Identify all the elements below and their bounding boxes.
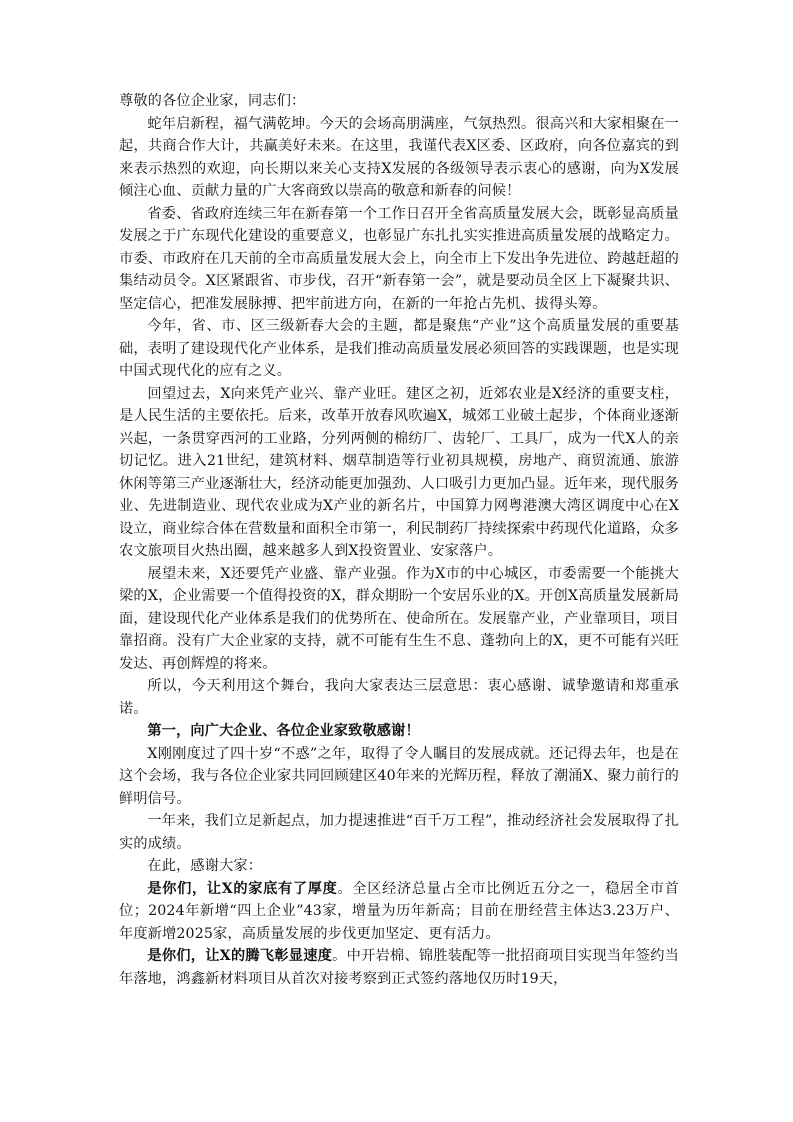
- paragraph-three-points: 所以，今天利用这个舞台，我向大家表达三层意思：衷心感谢、诚挚邀请和郑重承诺。: [119, 678, 679, 717]
- paragraph-foundation: [119, 878, 679, 946]
- body-speed: 。中开岩棉、锦胜装配等一批招商项目实现当年签约当年落地，鸿鑫新材料项目从首次对接考察到正式签约落地仅历时19天，: [119, 948, 679, 987]
- section-heading-thanks: 第一，向广大企业、各位企业家致敬感谢！: [147, 723, 420, 739]
- paragraph-speed: [119, 945, 679, 990]
- paragraph-outlook: 展望未来，X还要凭产业盛、靠产业强。作为X市的中心城区，市委需要一个能挑大梁的X，企业需要一个值得投资的X，群众期盼一个安居乐业的X。开创X高质量发展新局面，建设现代化产业体系是我们的优势所在、使命所在。发展靠产业，产业靠项目，项目靠招商。没有广大企业家的支持，就不可能有生生不息、蓬勃向上的X，更不可能有兴旺发达、再创辉煌的将来。: [119, 565, 679, 672]
- paragraph-thanks-intro: 在此，感谢大家：: [147, 858, 263, 874]
- paragraph-theme: 今年，省、市、区三级新春大会的主题，都是聚焦“产业”这个高质量发展的重要基础，表明了建设现代化产业体系，是我们推动高质量发展必须回答的实践课题，也是实现中国式现代化的应有之义。: [119, 318, 679, 379]
- greeting: 尊敬的各位企业家，同志们：: [119, 93, 306, 109]
- paragraph-one-year: 一年来，我们立足新起点，加力提速推进“百千万工程”，推动经济社会发展取得了扎实的成绩。: [119, 813, 679, 852]
- lead-speed: 是你们，让X的腾飞彰显速度: [147, 948, 333, 964]
- paragraph-review-past: 回望过去，X向来凭产业兴、靠产业旺。建区之初，近郊农业是X经济的重要支柱，是人民生活的主要依托。后来，改革开放春风吹遍X，城郊工业破土起步，个体商业逐渐兴起，一条贯穿西河的工业路，分列两侧的棉纺厂、齿轮厂、工具厂，成为一代X人的亲切记忆。进入21世纪，建筑材料、烟草制造等行业初具规模，房地产、商贸流通、旅游休闲等第三产业逐渐壮大，经济动能更加强劲、人口吸引力更加凸显。近年来，现代服务业、先进制造业、现代农业成为X产业的新名片，中国算力网粤港澳大湾区调度中心在X设立，商业综合体在营数量和面积全市第一，利民制药厂持续探索中药现代化道路，众多农文旅项目火热出圈，越来越多人到X投资置业、安家落户。: [119, 385, 679, 559]
- document-page: [119, 90, 679, 990]
- paragraph-provincial-conference: 省委、省政府连续三年在新春第一个工作日召开全省高质量发展大会，既彰显高质量发展之于广东现代化建设的重要意义，也彰显广东扎扎实实推进高质量发展的战略定力。市委、市政府在几天前的全市高质量发展大会上，向全市上下发出争先进位、跨越赶超的集结动员令。X区紧跟省、市步伐，召开“新春第一会”，就是要动员全区上下凝聚共识、坚定信心，把准发展脉搏、把牢前进方向，在新的一年抢占先机、拔得头筹。: [119, 205, 679, 312]
- paragraph-forty-years: X刚刚度过了四十岁“不惑”之年，取得了令人瞩目的发展成就。还记得去年，也是在这个会场，我与各位企业家共同回顾建区40年来的光辉历程，释放了潮涌X、聚力前行的鲜明信号。: [119, 745, 679, 807]
- body-foundation: 。全区经济总量占全市比例近五分之一，稳居全市首位；2024年新增“四上企业”43家，增量为历年新高；目前在册经营主体达3.23万户、年度新增2025家，高质量发展的步伐更加坚定、更有活力。: [119, 880, 680, 942]
- lead-foundation: 是你们，让X的家底有了厚度: [147, 880, 338, 897]
- paragraph-opening: 蛇年启新程，福气满乾坤。今天的会场高朋满座，气氛热烈。很高兴和大家相聚在一起，共商合作大计，共赢美好未来。在这里，我谨代表X区委、区政府，向各位嘉宾的到来表示热烈的欢迎，向长期以来关心支持X发展的各级领导表示衷心的感谢，向为X发展倾注心血、贡献力量的广大客商致以崇高的敬意和新春的问候！: [119, 115, 679, 199]
